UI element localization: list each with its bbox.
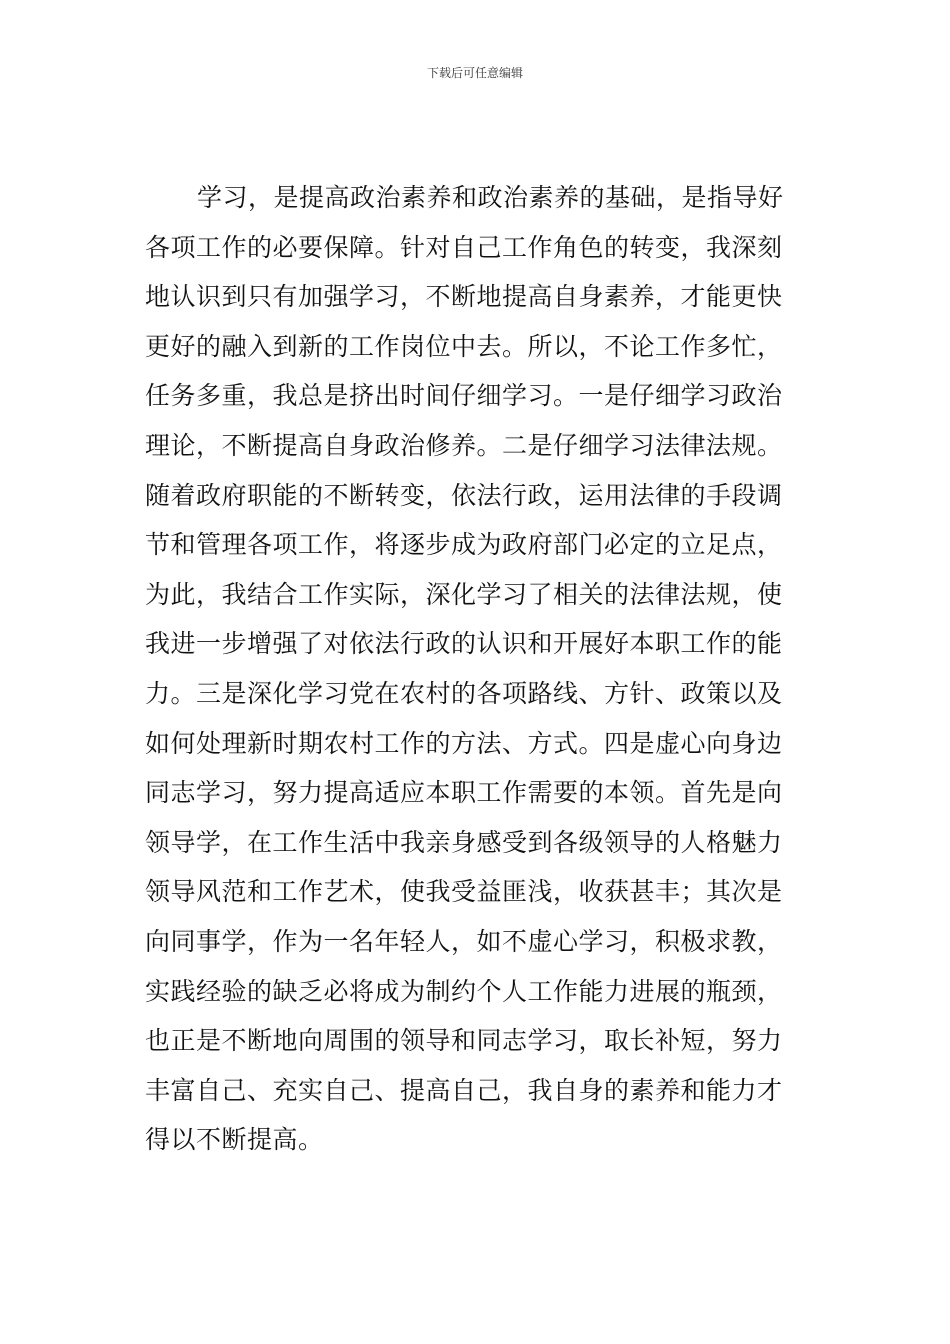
text-line-3: 地认识到只有加强学习，不断地提高自身素养，才能更快 xyxy=(145,282,783,312)
text-line-20: 得以不断提高。 xyxy=(145,1125,324,1155)
text-line-14: 领导学，在工作生活中我亲身感受到各级领导的人格魅力 xyxy=(145,827,783,857)
text-line-18: 也正是不断地向周围的领导和同志学习，取长补短，努力 xyxy=(145,1026,783,1056)
text-line-7: 随着政府职能的不断转变，依法行政，运用法律的手段调 xyxy=(145,480,783,510)
body-paragraph xyxy=(145,173,807,1165)
text-line-6: 理论，不断提高自身政治修养。二是仔细学习法律法规。 xyxy=(145,430,783,460)
text-line-13: 同志学习，努力提高适应本职工作需要的本领。首先是向 xyxy=(145,778,783,808)
text-line-4: 更好的融入到新的工作岗位中去。所以，不论工作多忙， xyxy=(145,331,783,361)
text-line-17: 实践经验的缺乏必将成为制约个人工作能力进展的瓶颈， xyxy=(145,976,783,1006)
text-line-10: 我进一步增强了对依法行政的认识和开展好本职工作的能 xyxy=(145,629,783,659)
text-line-1: 学习，是提高政治素养和政治素养的基础，是指导好 xyxy=(197,183,784,212)
text-line-8: 节和管理各项工作，将逐步成为政府部门必定的立足点， xyxy=(145,530,783,560)
text-line-5: 任务多重，我总是挤出时间仔细学习。一是仔细学习政治 xyxy=(145,381,783,411)
text-line-16: 向同事学，作为一名年轻人，如不虚心学习，积极求教， xyxy=(145,926,783,956)
text-line-11: 力。三是深化学习党在农村的各项路线、方针、政策以及 xyxy=(145,678,783,708)
text-line-15: 领导风范和工作艺术，使我受益匪浅，收获甚丰；其次是 xyxy=(145,877,783,907)
header-note: 下载后可任意编辑 xyxy=(426,66,523,80)
text-line-2: 各项工作的必要保障。针对自己工作角色的转变，我深刻 xyxy=(145,232,783,262)
text-line-9: 为此，我结合工作实际，深化学习了相关的法律法规，使 xyxy=(145,579,783,609)
text-line-19: 丰富自己、充实自己、提高自己，我自身的素养和能力才 xyxy=(145,1075,783,1105)
text-line-12: 如何处理新时期农村工作的方法、方式。四是虚心向身边 xyxy=(145,728,783,758)
